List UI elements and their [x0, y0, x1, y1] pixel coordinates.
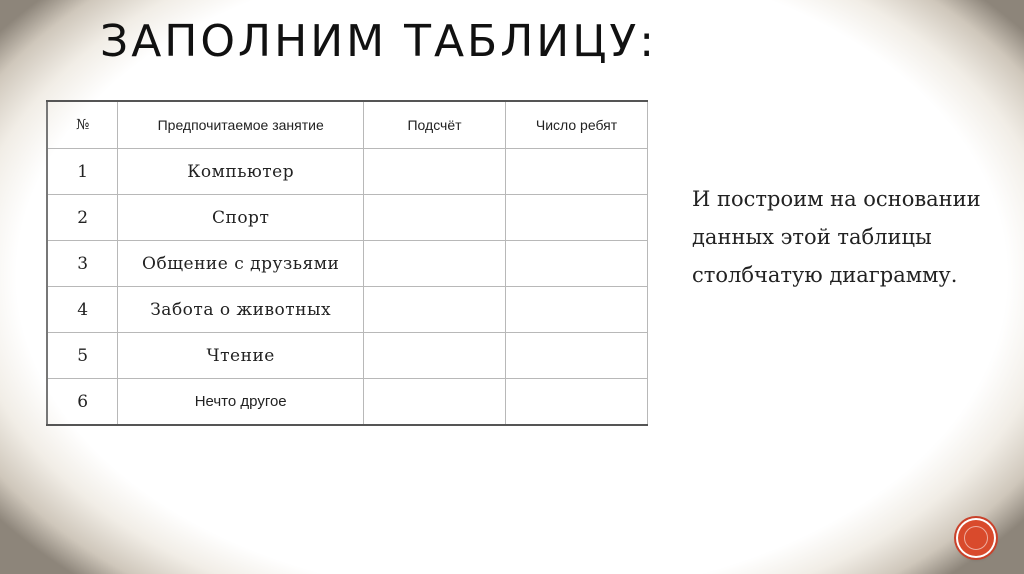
row-kids-cell [506, 241, 648, 287]
table-row [47, 241, 648, 287]
table-row [47, 149, 648, 195]
row-activity: Спорт [118, 195, 364, 241]
row-count-cell [363, 379, 505, 426]
row-kids-cell [506, 287, 648, 333]
row-kids-cell [506, 379, 648, 426]
row-count-cell [363, 149, 505, 195]
row-number: 5 [47, 333, 118, 379]
activity-table [46, 100, 648, 426]
row-count-cell [363, 241, 505, 287]
row-number: 6 [47, 379, 118, 426]
table-row [47, 287, 648, 333]
row-number: 2 [47, 195, 118, 241]
header-kids: Число ребят [506, 101, 648, 149]
row-count-cell [363, 333, 505, 379]
button-ring [964, 526, 988, 550]
row-activity: Чтение [118, 333, 364, 379]
row-count-cell [363, 287, 505, 333]
row-number: 1 [47, 149, 118, 195]
header-number: № [47, 101, 118, 149]
slide-body-text: И построим на основании данных этой таблицы столбчатую диаграмму. [692, 187, 981, 287]
row-kids-cell [506, 333, 648, 379]
row-number: 3 [47, 241, 118, 287]
table-row [47, 333, 648, 379]
table-header-row [47, 101, 648, 149]
slide-title: ЗАПОЛНИМ ТАБЛИЦУ: [100, 16, 658, 67]
row-activity: Нечто другое [118, 379, 364, 426]
row-activity: Компьютер [118, 149, 364, 195]
circle-button-icon[interactable] [958, 520, 994, 556]
row-kids-cell [506, 195, 648, 241]
row-activity: Забота о животных [118, 287, 364, 333]
table-row [47, 379, 648, 426]
row-activity: Общение с друзьями [118, 241, 364, 287]
table-row [47, 195, 648, 241]
header-count: Подсчёт [363, 101, 505, 149]
row-kids-cell [506, 149, 648, 195]
row-count-cell [363, 195, 505, 241]
header-activity: Предпочитаемое занятие [118, 101, 364, 149]
row-number: 4 [47, 287, 118, 333]
